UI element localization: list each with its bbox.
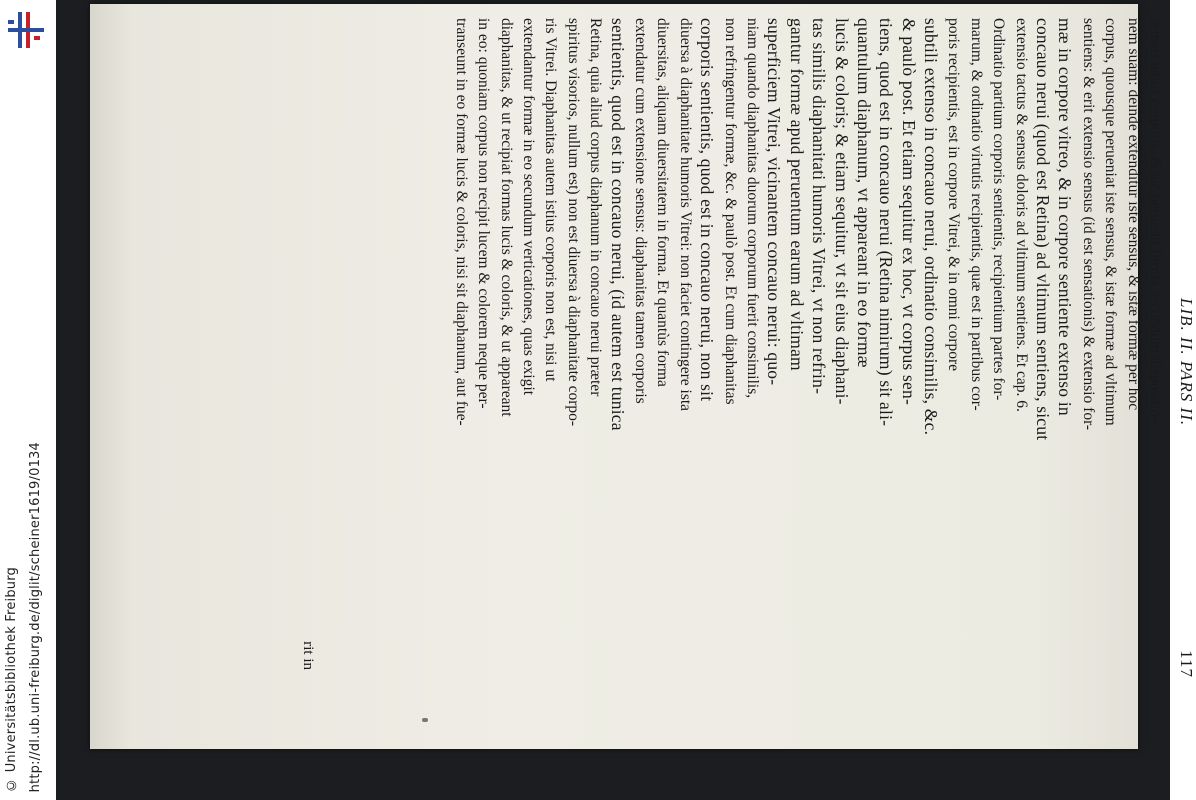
text-line: tiens, quod est in concauo nerui (Retina nimirum) sit ali- — [876, 18, 897, 427]
text-line: nem suam: deinde extenditur iste sensus, & istæ formæ per hoc — [1124, 18, 1142, 411]
rotated-text-block — [252, 18, 1196, 678]
text-line: sentiens: & erit extensio sensus (id est sensationis) & extensio for- — [1079, 18, 1097, 431]
page-header — [1172, 18, 1196, 678]
text-line: diuersa à diaphanitate humoris Vitrei: non faciet contingere ista — [676, 18, 694, 412]
book-page — [90, 4, 1196, 749]
body-text — [450, 18, 1167, 678]
text-line: lucis & coloris; & etiam sequitur, vt sit eius diaphani- — [831, 18, 852, 405]
text-line: ris Vitrei. Diaphanitas autem istius corporis non est, nisi ut — [542, 18, 560, 382]
text-line: corporis sentientis, quod est in concauo nerui, non sit — [697, 18, 718, 402]
text-line: Ordinatio partium corporis sentientis, recipientium partes for- — [990, 18, 1008, 401]
text-line: extensio tactus & sensus doloris ad vltimum sentiens. Et cap. 6. — [1012, 18, 1030, 412]
text-line: Retina, quia aliud corpus diaphanum in concauo nerui præter — [587, 18, 605, 397]
text-line: & paulò post. Et etiam sequitur ex hoc, vt corpus sen- — [898, 18, 919, 405]
text-line: superficiem Vitrei, vicinantem concauo nerui: quo- — [764, 18, 785, 386]
text-line: subtili extenso in concauo nerui, ordinatio consimilis, &c. — [921, 18, 942, 436]
text-line: niam quando diaphanitas duorum corporum fuerit consimilis, — [743, 18, 761, 399]
paper-speck — [422, 718, 428, 722]
text-line: tas similis diaphanitati humoris Vitrei, vt non refrin- — [809, 18, 830, 395]
university-library-logo-icon[interactable] — [4, 8, 48, 52]
catchword: rit in — [300, 641, 316, 670]
text-line: concauo nerui (quod est Retina) ad vltimum sentiens, sicut — [1033, 18, 1054, 441]
text-line: mæ in corpore vitreo, & in corpore sentiente extenso in — [1055, 18, 1076, 416]
scan-bottom-edge — [56, 770, 1170, 800]
document-url[interactable]: http://dl.ub.uni-freiburg.de/diglit/scheiner1619/0134 — [28, 441, 43, 792]
text-line: non refringentur formæ, &c. & paulò post. Et cum diaphanitas — [721, 18, 739, 405]
text-line: sensus istius corporis, & sic peruenit forma secundum dispositio- — [1147, 18, 1164, 423]
copyright-credit: © Universitätsbibliothek Freiburg — [4, 567, 19, 792]
text-line: extendantur formæ in eo secundum verticationes, quas exigit — [520, 18, 538, 396]
text-line: diaphanitas, & ut recipiat formas lucis & coloris, & ut appareant — [497, 18, 515, 417]
text-line: transeunt in eo formæ lucis & coloris, nisi sit diaphanum, aut fue- — [452, 18, 470, 426]
text-line: marum, & ordinatio virtutis recipientis, quæ est in partibus cor- — [967, 18, 985, 411]
text-line: in eo: quoniam corpus non recipit lucem & colorem neque per- — [475, 18, 493, 409]
text-line: gantur formæ apud peruentum earum ad vltimam — [786, 18, 807, 371]
text-line: spiritus visorios, nullum est) non est diuersa à diaphanitate corpo- — [564, 18, 582, 427]
running-head: LIB. II. PARS II. — [1177, 298, 1196, 427]
text-line: sentientis, quod est in concauo nerui, (id autem est tunica — [607, 18, 628, 431]
text-line: quantulum diaphanum, vt appareant in eo formæ — [853, 18, 874, 368]
text-line: poris recipientis, est in corpore Vitrei, & in omni corpore — [945, 18, 963, 372]
text-line: corpus, quousque perueniat iste sensus, & istæ formæ ad vltimum — [1102, 18, 1120, 426]
viewer-margin — [0, 0, 56, 800]
text-line: diuersitas, aliquam diuersitatem in forma. Et quantùs forma — [654, 18, 672, 387]
page-number: 117 — [1177, 650, 1196, 678]
text-line: extendatur cum extensione sensus: diaphanitas tamen corporis — [632, 18, 650, 404]
